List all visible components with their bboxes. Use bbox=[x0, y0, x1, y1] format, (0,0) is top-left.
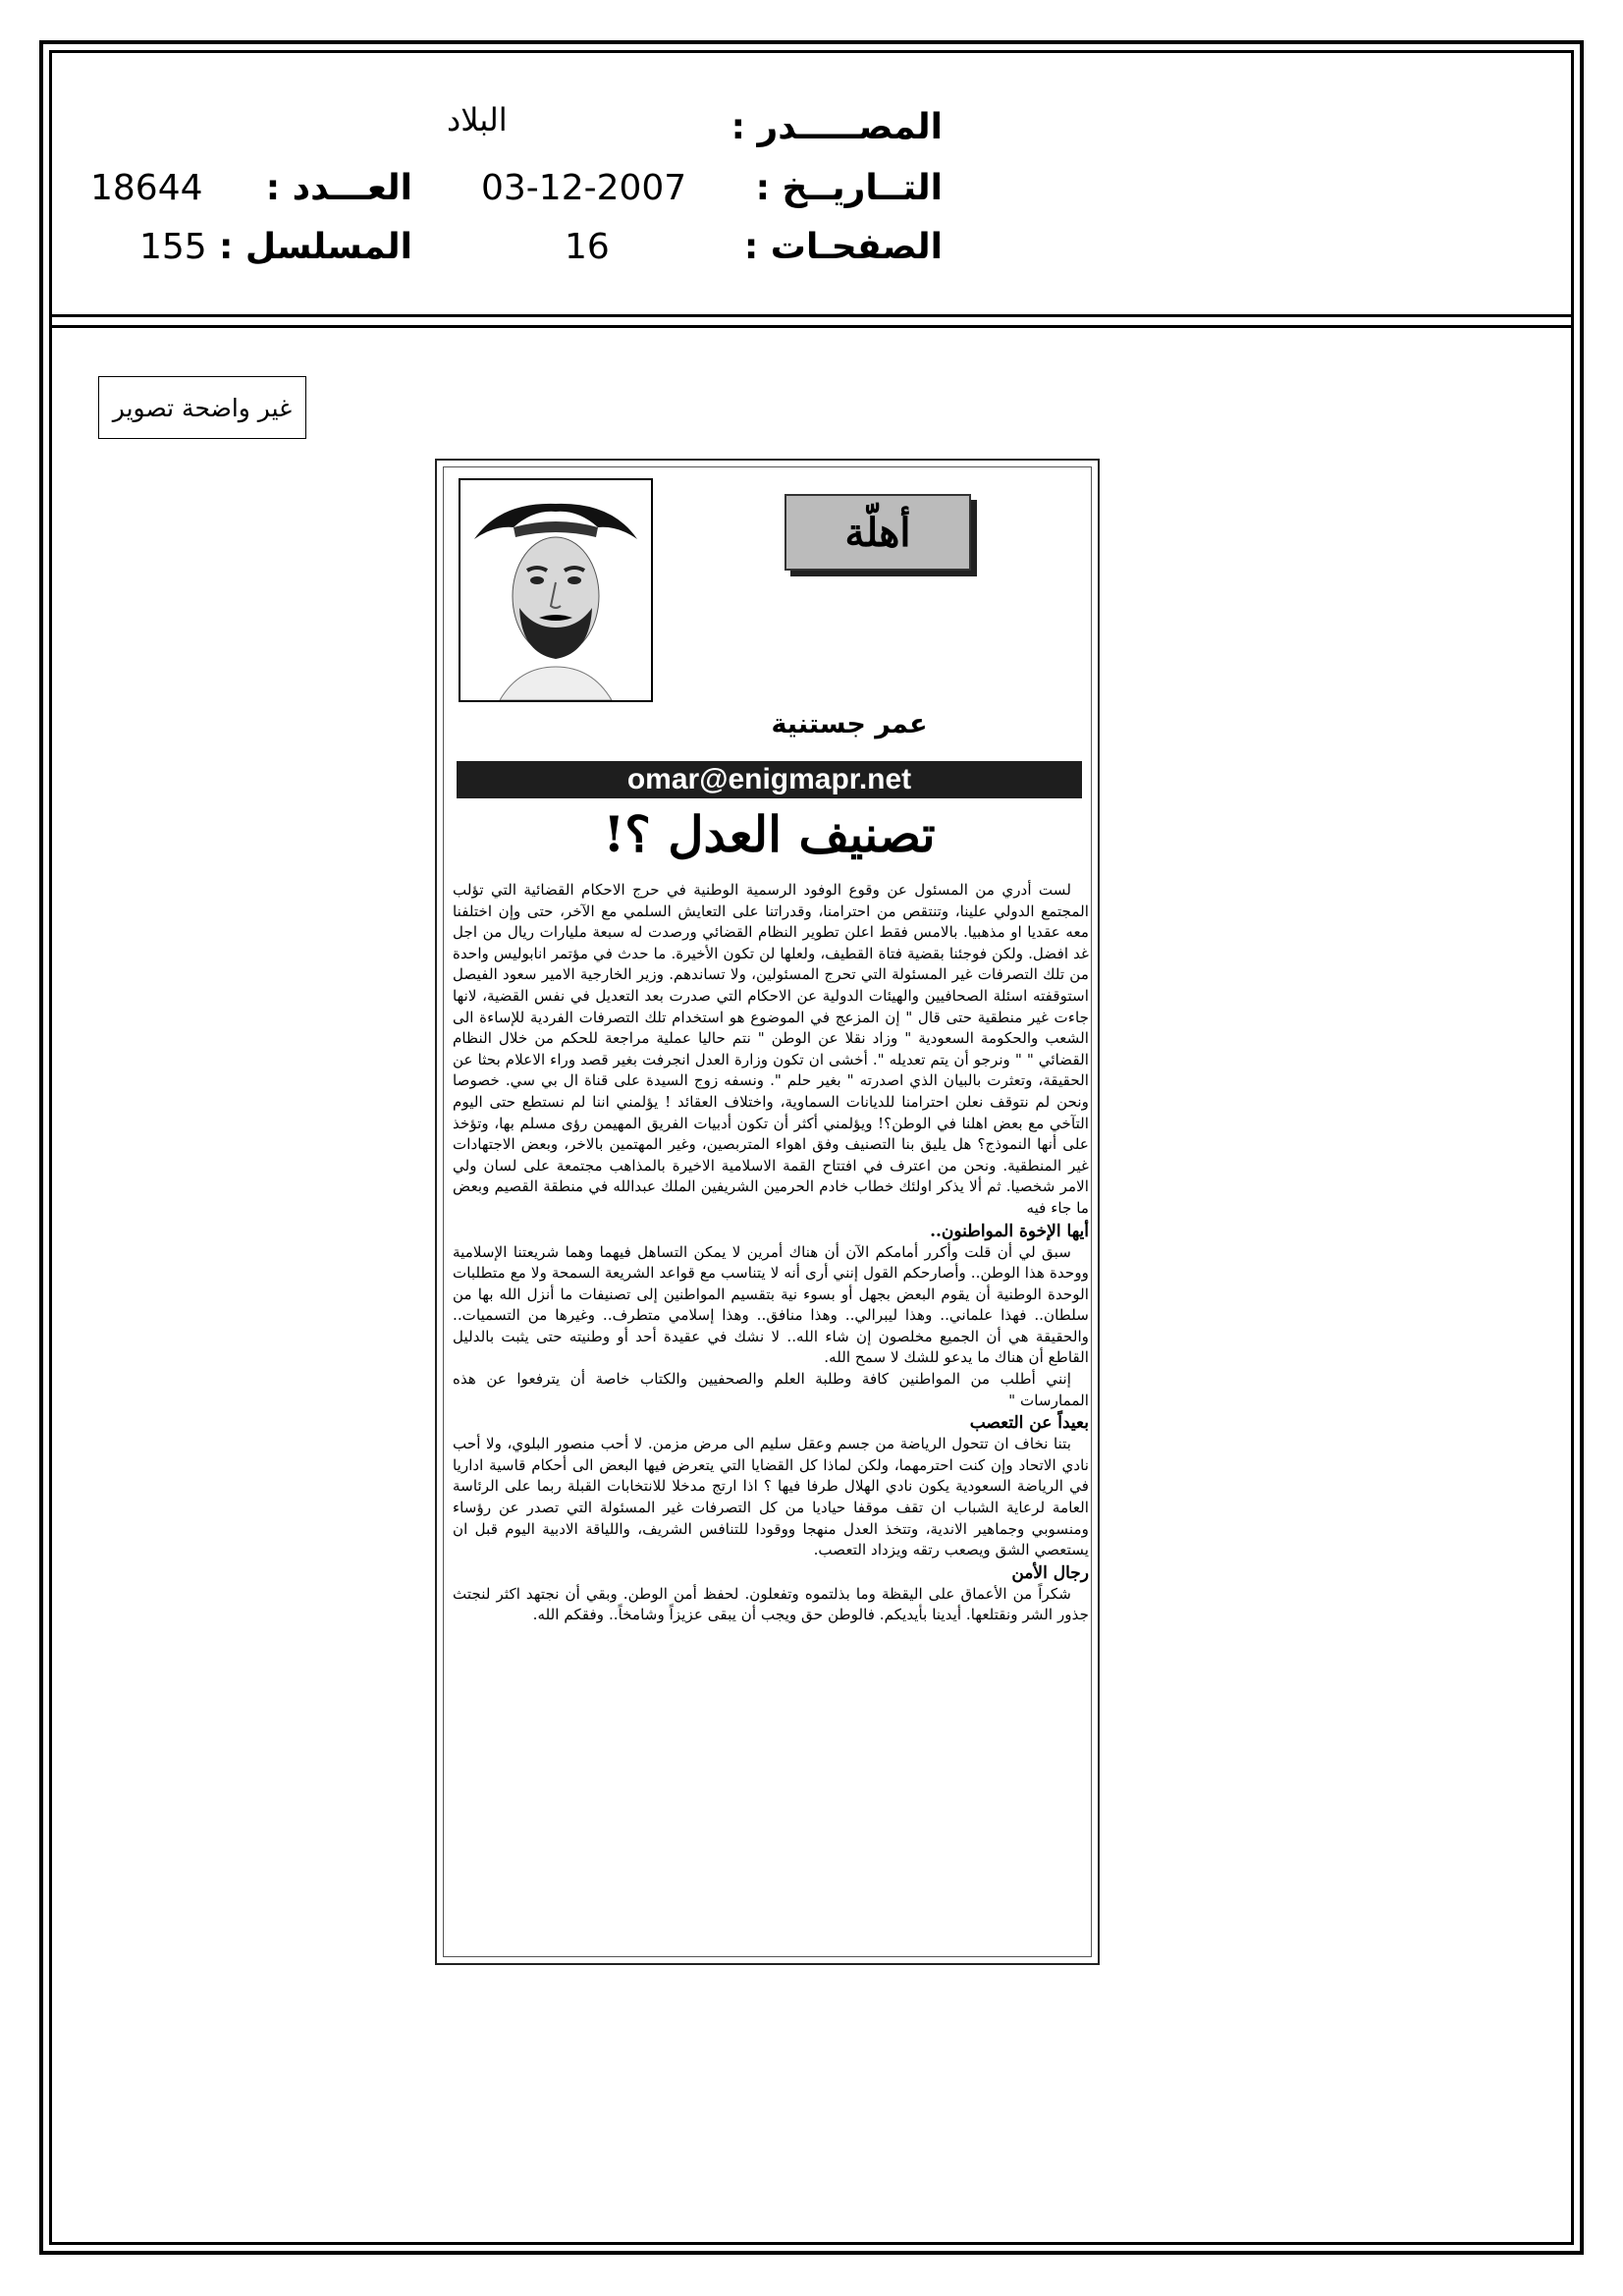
author-name: عمر جستنية bbox=[771, 709, 928, 739]
source-value: البلاد bbox=[447, 101, 508, 138]
article-paragraph-2: سبق لي أن قلت وأكرر أمامكم الآن أن هناك أمرين لا يمكن التساهل فيهما وهما شريعتنا الإسلامية ووحدة هذا الوطن.. وأصارحكم القول إنني أرى أنه لا يتناسب مع قواعد الشريعة السمحة ولا مع متطلبات الوحدة الوطنية أن يقوم البعض بجهل أو بسوء نية بتقسيم المواطنين إلى تصنيفات ما أنزل الله بها من سلطان.. فهذا علماني.. وهذا ليبرالي.. وهذا منافق.. وهذا إسلامي متطرف.. وغيرها من التسميات.. والحقيقة هي أن الجميع مخلصون إن شاء الله.. لا نشك في عقيدة أحد أو وطنيته حتى يثبت بالدليل القاطع أن هناك ما يدعو للشك لا سمح الله. bbox=[453, 1242, 1089, 1367]
pages-value: 16 bbox=[565, 227, 610, 267]
serial-value: 155 bbox=[139, 227, 207, 267]
article-body bbox=[453, 880, 1089, 1626]
author-photo bbox=[459, 478, 653, 702]
serial-label: المسلسل : bbox=[218, 227, 412, 267]
author-email: omar@enigmapr.net bbox=[457, 761, 1082, 798]
column-logo: أهلّة bbox=[784, 494, 971, 571]
issue-value: 18644 bbox=[90, 168, 203, 208]
header-divider bbox=[49, 314, 1574, 328]
issue-label: العـــدد : bbox=[265, 168, 412, 208]
author-portrait-image bbox=[460, 480, 651, 700]
article-headline: تصنيف العدل ؟! bbox=[603, 805, 936, 863]
section-title-fanaticism: بعيداً عن التعصب bbox=[969, 1413, 1089, 1434]
article-paragraph-3: إنني أطلب من المواطنين كافة وطلبة العلم والصحفيين والكتاب خاصة أن يترفعوا عن هذه الممارسات " bbox=[453, 1370, 1089, 1409]
date-label: التــاريــخ : bbox=[755, 168, 943, 208]
section-title-security: رجال الأمن bbox=[1011, 1562, 1089, 1583]
article-paragraph-1: لست أدري من المسئول عن وقوع الوفود الرسمية الوطنية في حرج الاحكام القضائية التي تؤلب المجتمع الدولي علينا، وتنتقص من احترامنا، وقدراتنا على التعايش السلمي مع الآخر، حتى وإن اختلفنا معه عقديا او مذهبيا. بالامس فقط اعلن تطوير النظام القضائي ورصدت له سبعة مليارات ريال من اجل غد افضل. ولكن فوجئنا بقضية فتاة القطيف، ولعلها لن تكون الأخيرة. ما حدث في مؤتمر انابوليس واحدة من تلك التصرفات غير المسئولة التي تحرج المسئولين، ولا تساندهم. وزير الخارجية الامير سعود الفيصل استوقفته اسئلة الصحافيين والهيئات الدولية عن الاحكام التي صدرت بعد التعديل في نفس القضية، لانها جاءت غير منطقية حتى قال " إن المزعج في الموضوع هو استخدام تلك التصرفات الفردية للإساءة الى الشعب والحكومة السعودية " وزاد نقلا عن الوطن " نتم حاليا عملية مراجعة للحكم من خلال النظام القضائي " " ونرجو أن يتم تعديله ". أخشى ان تكون وزارة العدل انجرفت بغير قصد وراء الاعلام بحثا عن الحقيقة، وتعثرت بالبيان الذي اصدرته " بغير حلم ". ونسفه زوج السيدة على قناة ال بي سي. خصوصا ونحن لم نتوقف نعلن احترامنا للديانات السماوية، واختلاف العقائد ! يؤلمني اننا لم نستطع حتى اليوم التآخي مع بعض اهلنا في الوطن؟! ويؤلمني أكثر أن تكون أدبيات الفريق المهيمن رؤى مسلم بها، وتؤخذ على أنها النموذج؟ هل يليق بنا التصنيف وفق اهواء المتربصين، وغير المهتمين بالاخر، وبعض الاجتهادات غير المنطقية. ونحن من اعترف في افتتاح القمة الاسلامية الاخيرة بالمذاهب مجتمعة على لسان ولي الامر شخصيا. ثم ألا يذكر اولئك خطاب خادم الحرمين الشريفين الملك عبدالله في منطقة القصيم وبعض ما جاء فيه bbox=[453, 881, 1089, 1217]
article-paragraph-5: شكراً من الأعماق على اليقظة وما بذلتموه وتفعلون. لحفظ أمن الوطن. وبقي أن نجتهد اكثر لنجتث جذور الشر ونقتلعها. أيدينا بأيديكم. فالوطن حق ويجب أن يبقى عزيزاً وشامخاً.. وفقكم الله. bbox=[453, 1584, 1089, 1624]
date-value: 03-12-2007 bbox=[481, 168, 687, 208]
newspaper-clipping bbox=[435, 459, 1100, 1965]
unclear-copy-note: غير واضحة تصوير bbox=[98, 376, 306, 439]
section-title-citizens: أيها الإخوة المواطنون.. bbox=[930, 1221, 1089, 1241]
pages-label: الصفحـات : bbox=[743, 227, 943, 267]
source-label: المصـــــدر : bbox=[730, 107, 943, 147]
article-paragraph-4: بتنا نخاف ان تتحول الرياضة من جسم وعقل سليم الى مرض مزمن. لا أحب منصور البلوي، ولا أحب نادي الاتحاد وإن كنت احترمهما، ولكن لماذا كل القضايا التي يتعرض فيها البعض الى أحكام قاسية اداريا في الرياضة السعودية يكون نادي الهلال طرفا فيها ؟ اذا ارتج مدخلا للانتخابات القبلة ربما على الرئاسة العامة لرعاية الشباب ان تقف موقفا حياديا من كل التصرفات غير المسئولة التي تصدر عن رؤساء ومنسوبي وجماهير الاندية، وتتخذ العدل منهجا ووقودا للتنافس الشريف، واللياقة الادبية اليوم قبل ان يستعصي الشق ويصعب رتقه ويزداد التعصب. bbox=[453, 1435, 1089, 1559]
